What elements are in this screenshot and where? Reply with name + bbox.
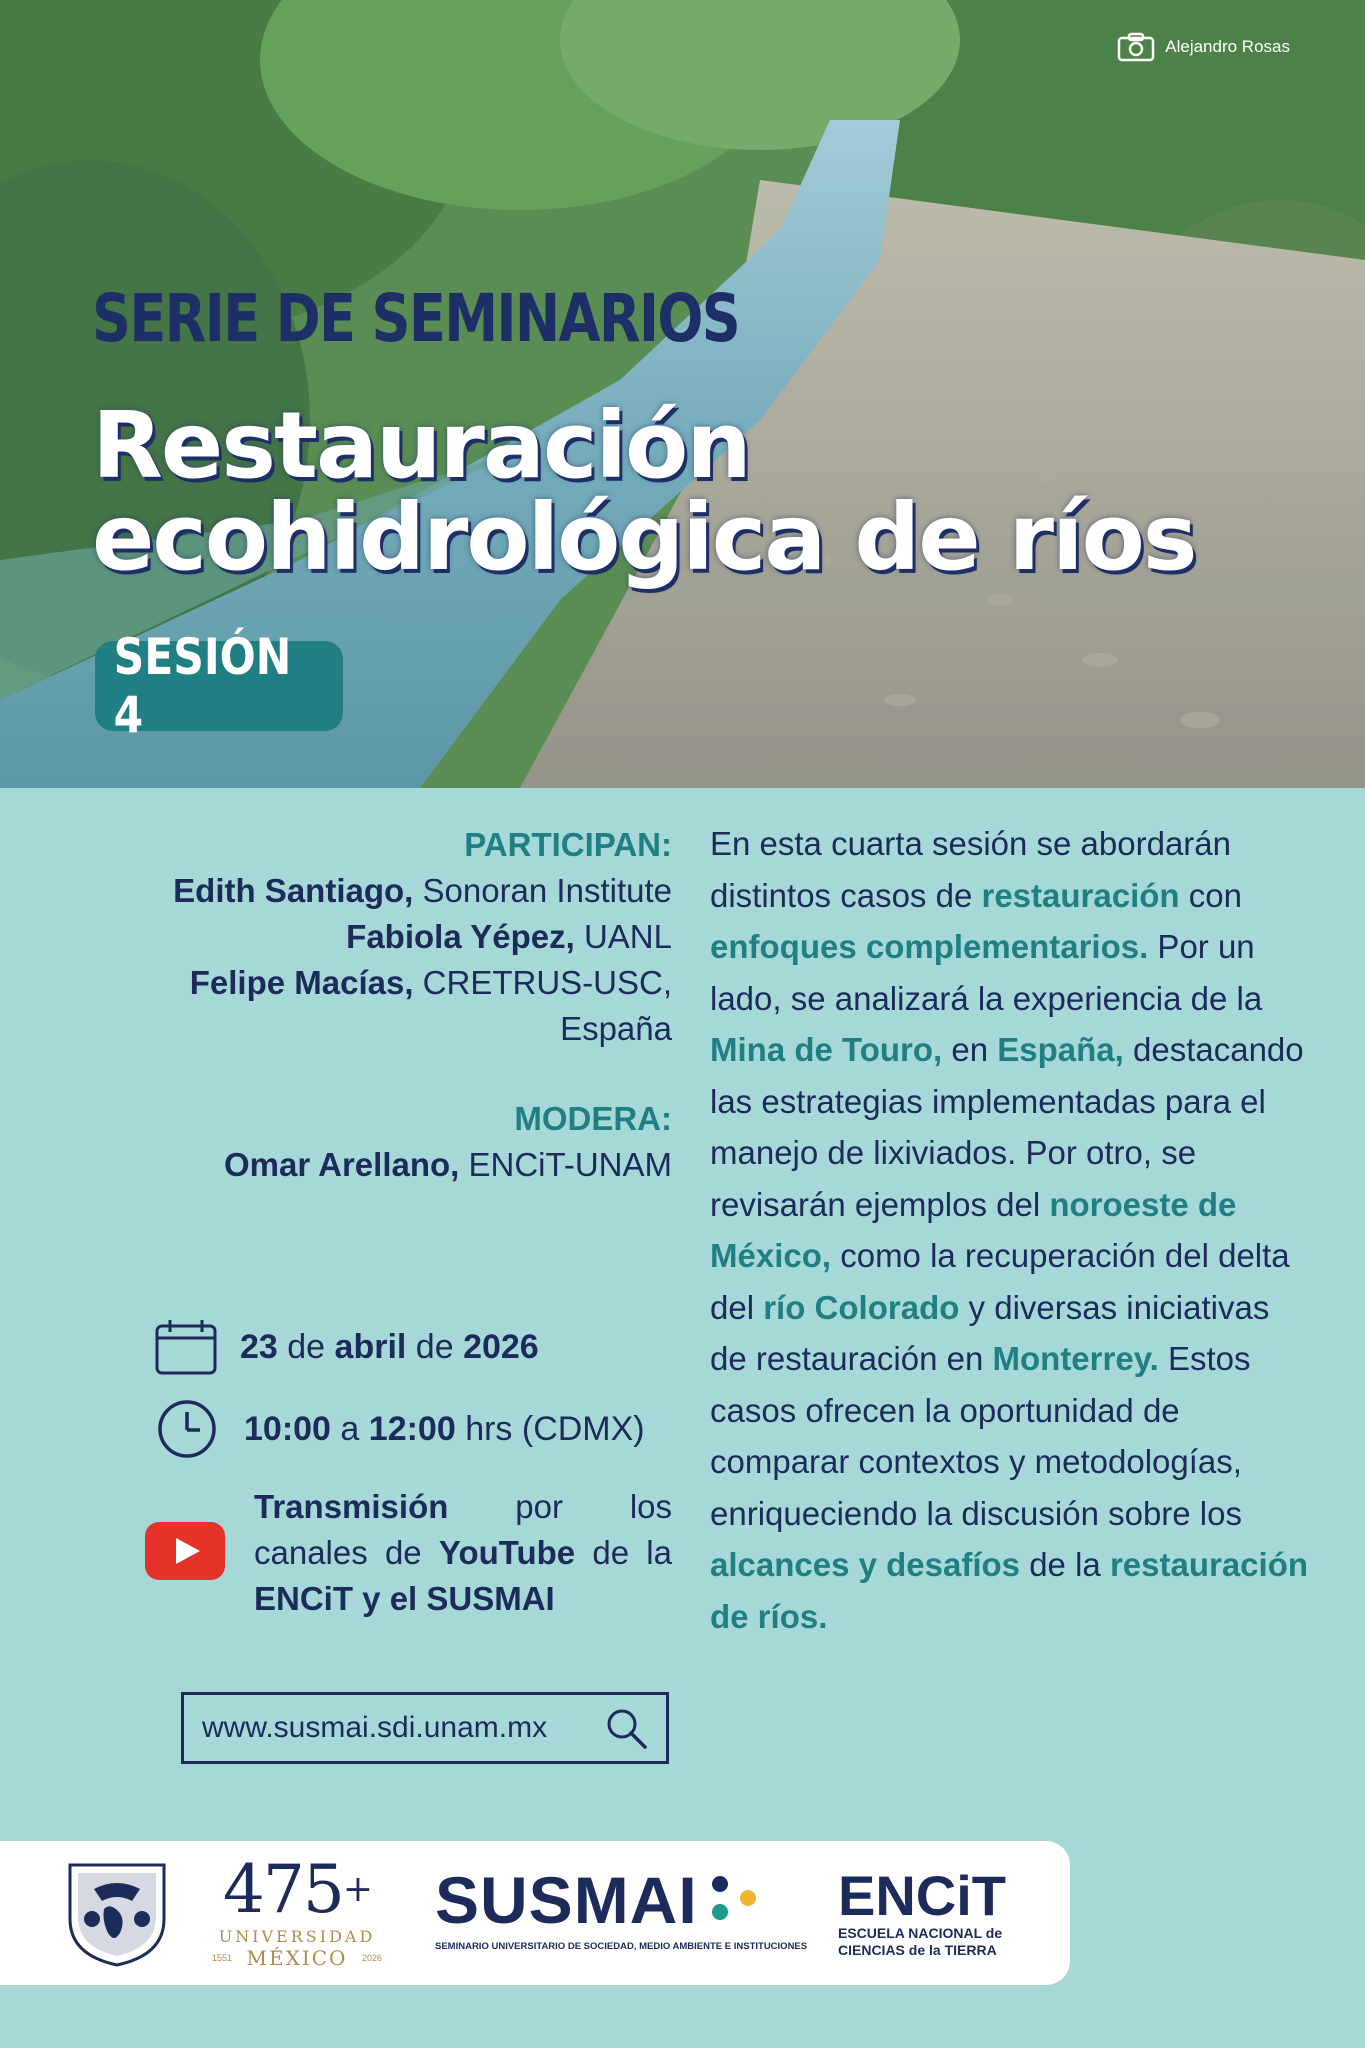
encit-logo bbox=[838, 1864, 1038, 1959]
hero-banner bbox=[0, 0, 1365, 788]
stream-info bbox=[254, 1484, 682, 1622]
participants-label: PARTICIPAN: bbox=[464, 826, 672, 863]
stream-text-2: de la bbox=[575, 1534, 682, 1571]
unam475-digits: 475 bbox=[222, 1851, 343, 1928]
description-highlight: restauración bbox=[981, 876, 1180, 914]
time-start: 10:00 bbox=[244, 1409, 331, 1448]
moderator-block bbox=[90, 1096, 672, 1188]
description-text: Por un lado, se analizará la experiencia de la bbox=[710, 928, 1263, 1017]
description-highlight: alcances y desafíos bbox=[710, 1546, 1021, 1583]
description-highlight: noroeste de México, bbox=[710, 1185, 1237, 1274]
event-time bbox=[244, 1410, 645, 1449]
photo-credit bbox=[1117, 32, 1290, 62]
participant-name: Fabiola Yépez, bbox=[346, 918, 575, 955]
date-month: abril bbox=[334, 1327, 407, 1366]
time-row bbox=[156, 1398, 645, 1460]
description-text: de la bbox=[1020, 1546, 1110, 1583]
date-day: 23 bbox=[240, 1327, 278, 1366]
description-highlight: España, bbox=[997, 1031, 1124, 1068]
clock-icon bbox=[156, 1398, 218, 1460]
event-date bbox=[240, 1328, 539, 1367]
description-highlight: Mina de Touro, bbox=[710, 1031, 943, 1068]
website-link[interactable] bbox=[181, 1692, 669, 1764]
unam475-line2: MÉXICO bbox=[246, 1946, 348, 1970]
unam475-plus: + bbox=[342, 1869, 372, 1910]
time-separator: a bbox=[330, 1409, 369, 1448]
participant-name: Felipe Macías, bbox=[189, 964, 414, 1001]
unam-475-logo bbox=[212, 1851, 382, 1975]
unam475-number bbox=[212, 1851, 382, 1928]
search-icon[interactable] bbox=[604, 1706, 648, 1750]
stream-channels: ENCiT y el SUSMAI bbox=[254, 1580, 555, 1617]
session-description bbox=[710, 818, 1310, 1642]
photo-credit-name: Alejandro Rosas bbox=[1165, 37, 1290, 56]
description-text: como la recuperación del delta del bbox=[710, 1237, 1290, 1326]
description-text: y diversas iniciativas de restauración en bbox=[710, 1288, 1270, 1377]
moderator-affiliation: ENCiT-UNAM bbox=[459, 1146, 672, 1183]
description-highlight: enfoques complementarios. bbox=[710, 928, 1149, 965]
description-text: con bbox=[1179, 876, 1242, 914]
susmai-wordmark: SUSMAI bbox=[435, 1863, 698, 1937]
logo-bar bbox=[0, 1841, 1070, 1985]
moderator-label: MODERA: bbox=[514, 1100, 672, 1137]
camera-icon bbox=[1117, 32, 1155, 62]
description-text: Estos casos ofrecen la oportunidad de comparar contextos y metodologías, enriqueciendo la discusión sobre los bbox=[710, 1340, 1251, 1532]
encit-wordmark: ENCiT bbox=[838, 1864, 1006, 1927]
date-year: 2026 bbox=[463, 1327, 539, 1366]
description-highlight: Monterrey. bbox=[992, 1340, 1159, 1377]
participants-block bbox=[90, 822, 672, 1052]
moderator-name: Omar Arellano, bbox=[223, 1146, 460, 1183]
session-label: SESIÓN 4 bbox=[113, 628, 292, 744]
encit-subtitle-1: ESCUELA NACIONAL de bbox=[838, 1925, 1003, 1941]
susmai-dots-icon bbox=[706, 1872, 762, 1928]
series-title: SERIE DE SEMINARIOS bbox=[92, 280, 740, 357]
description-text: En esta cuarta sesión se abordarán distintos casos de bbox=[710, 825, 1231, 914]
participant-1 bbox=[90, 868, 672, 914]
participant-2 bbox=[90, 914, 672, 960]
session-badge bbox=[95, 628, 343, 744]
description-text: destacando las estrategias implementadas para el manejo de lixiviados. Por otro, se revisarán ejemplos del bbox=[710, 1031, 1304, 1223]
stream-platform: YouTube bbox=[438, 1534, 576, 1571]
description-text: en bbox=[942, 1031, 998, 1068]
main-title: Restauración ecohidrológica de ríos bbox=[92, 392, 1196, 591]
participant-affiliation: UANL bbox=[574, 918, 672, 955]
time-suffix: hrs (CDMX) bbox=[455, 1409, 645, 1448]
moderator-person bbox=[90, 1142, 672, 1188]
calendar-icon bbox=[154, 1318, 218, 1376]
participant-3 bbox=[90, 960, 672, 1052]
time-end: 12:00 bbox=[368, 1409, 456, 1448]
encit-subtitle-2: CIENCIAS de la TIERRA bbox=[838, 1942, 997, 1958]
date-sep-2: de bbox=[406, 1327, 464, 1366]
participant-name: Edith Santiago, bbox=[173, 872, 414, 909]
date-row bbox=[154, 1318, 539, 1376]
susmai-logo bbox=[435, 1863, 808, 1952]
date-sep-1: de bbox=[277, 1327, 335, 1366]
unam475-line1: UNIVERSIDAD bbox=[218, 1927, 376, 1946]
unam475-year-left: 1551 bbox=[212, 1953, 233, 1963]
website-url[interactable]: www.susmai.sdi.unam.mx bbox=[202, 1711, 548, 1744]
unam-seal-logo bbox=[62, 1859, 172, 1969]
stream-text-1: por los canales de bbox=[254, 1488, 682, 1571]
description-highlight: restauración de ríos. bbox=[710, 1546, 1309, 1635]
description-highlight: río Colorado bbox=[763, 1288, 960, 1326]
susmai-subtitle: SEMINARIO UNIVERSITARIO DE SOCIEDAD, MEDIO AMBIENTE E INSTITUCIONES bbox=[435, 1941, 808, 1952]
participant-affiliation: CRETRUS-USC, España bbox=[413, 964, 672, 1047]
stream-label: Transmisión bbox=[254, 1488, 449, 1525]
participant-affiliation: Sonoran Institute bbox=[413, 872, 672, 909]
unam475-year-right: 2026 bbox=[361, 1953, 382, 1963]
youtube-icon bbox=[145, 1522, 225, 1580]
